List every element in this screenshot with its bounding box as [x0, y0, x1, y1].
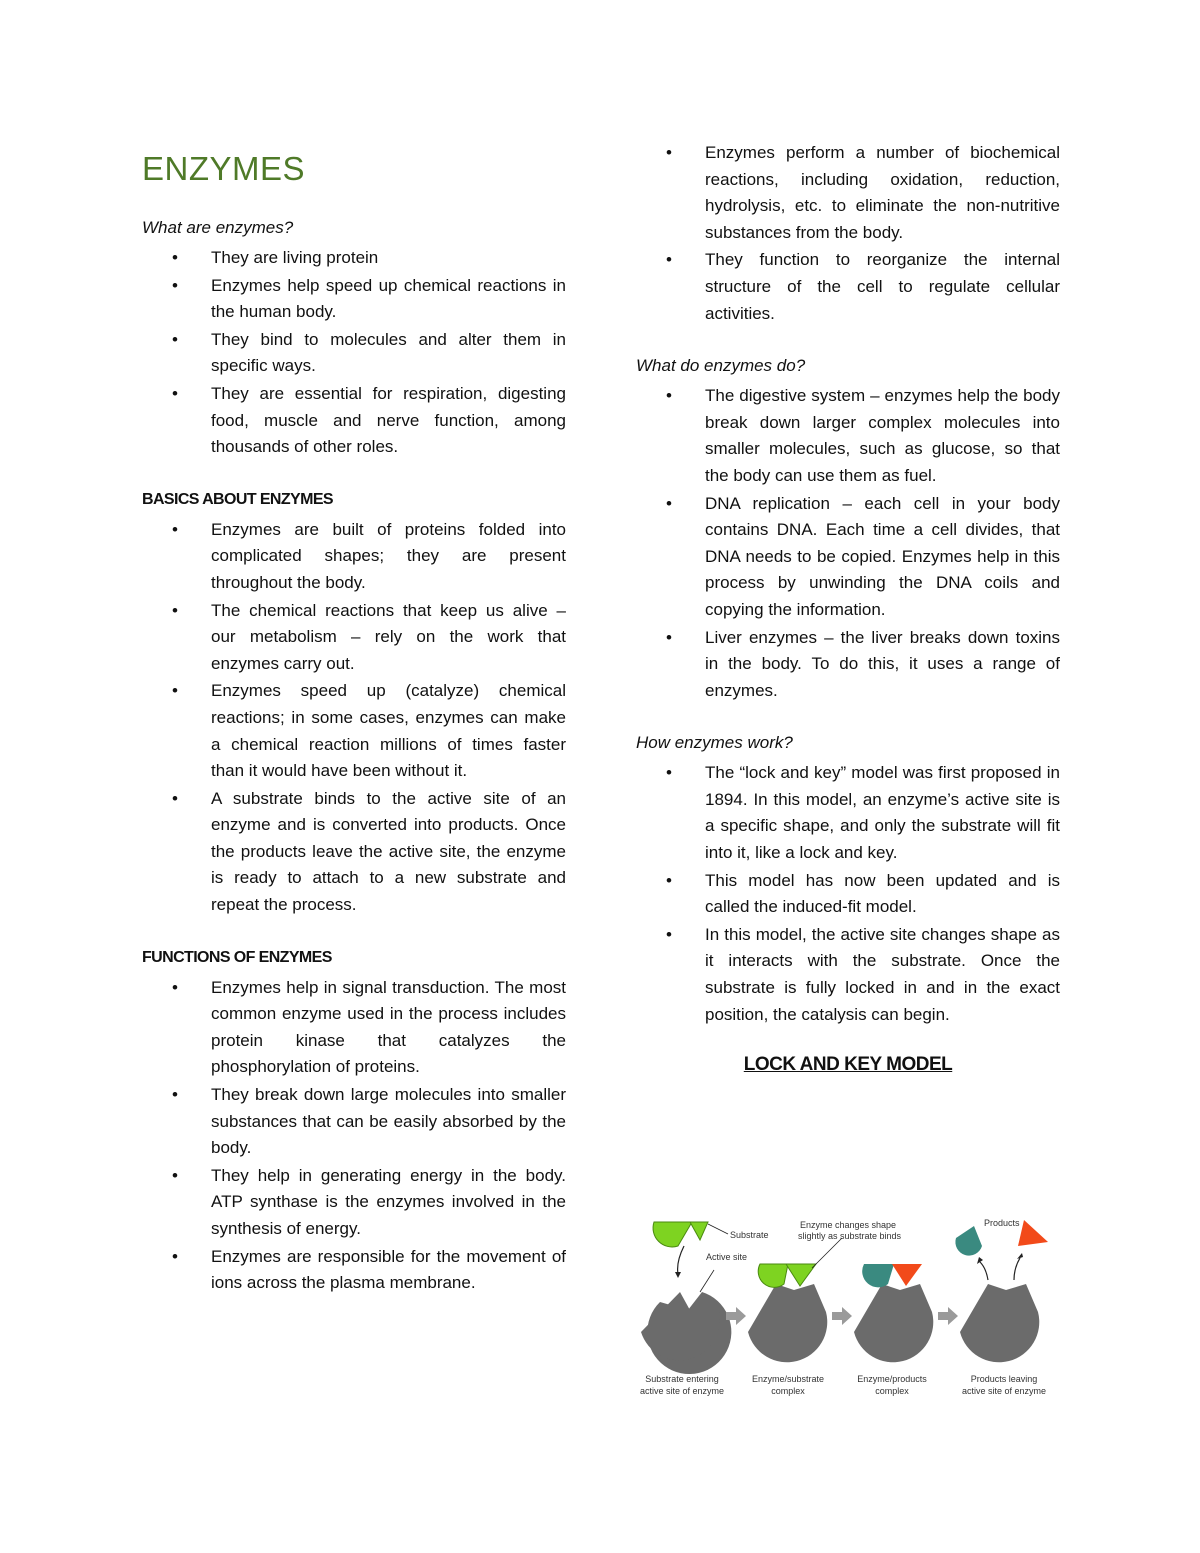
how-enzymes-work-list [636, 760, 1060, 1028]
caption-step2-a: Enzyme/substrate [751, 1374, 825, 1384]
basics-list [142, 517, 566, 919]
diagram-title: LOCK AND KEY MODEL [743, 1054, 953, 1076]
label-products: Products [984, 1218, 1020, 1228]
list-item: • Enzymes speed up (catalyze) chemical reactions; in some cases, enzymes can make a chemical reaction millions of times faster than it would have been without it. [142, 678, 566, 784]
caption-step4-a: Products leaving [970, 1374, 1038, 1384]
question-what-are-enzymes: What are enzymes? [142, 218, 294, 237]
list-item: • They function to reorganize the internal structure of the cell to regulate cellular activities. [636, 247, 1060, 327]
list-item: • The digestive system – enzymes help the body break down larger complex molecules into smaller molecules, such as glucose, so that the body can use them as fuel. [636, 383, 1060, 489]
list-item: • They bind to molecules and alter them in specific ways. [142, 327, 566, 380]
list-item: • The “lock and key” model was first proposed in 1894. In this model, an enzyme’s active site is a specific shape, and only the substrate will fit into it, like a lock and key. [636, 760, 1060, 866]
entry-arrowhead [675, 1272, 681, 1278]
list-item: • In this model, the active site changes shape as it interacts with the substrate. Once the substrate is fully locked in and in the exact position, the catalysis can begin. [636, 922, 1060, 1028]
substrate-shape [786, 1264, 816, 1286]
list-item: • Enzymes are built of proteins folded into complicated shapes; they are present throughout the body. [142, 517, 566, 597]
heading-basics: BASICS ABOUT ENZYMES [142, 490, 333, 508]
exit-arrowhead [977, 1257, 983, 1264]
enzyme-shape [748, 1284, 827, 1362]
list-item: • The chemical reactions that keep us alive – our metabolism – rely on the work that enzymes carry out. [142, 598, 566, 678]
step-arrow [938, 1307, 958, 1325]
list-item: • Enzymes perform a number of biochemical reactions, including oxidation, reduction, hydrolysis, etc. to eliminate the non-nutritive substances from the body. [636, 140, 1060, 246]
what-do-enzymes-do-list [636, 383, 1060, 704]
list-item: • They break down large molecules into smaller substances that can be easily absorbed by the body. [142, 1082, 566, 1162]
exit-arrow [1014, 1258, 1020, 1280]
list-item: • A substrate binds to the active site of an enzyme and is converted into products. Once the products leave the active site, the enzyme is ready to attach to a new substrate and repeat the process. [142, 786, 566, 919]
list-item: • Enzymes help in signal transduction. The most common enzyme used in the process includes protein kinase that catalyzes the phosphorylation of proteins. [142, 975, 566, 1081]
what-are-enzymes-list [142, 245, 566, 461]
step-arrow [832, 1307, 852, 1325]
label-active-site: Active site [706, 1252, 748, 1262]
substrate-shape [653, 1222, 692, 1247]
page-title: ENZYMES [142, 150, 306, 187]
pointer-line [812, 1238, 842, 1268]
substrate-shape [690, 1222, 708, 1240]
enzyme-shape [854, 1284, 933, 1362]
heading-functions: FUNCTIONS OF ENZYMES [142, 948, 332, 966]
enzyme-shape [960, 1284, 1039, 1362]
entry-arrow [678, 1246, 684, 1274]
caption-step3-a: Enzyme/products [857, 1374, 927, 1384]
question-what-do-enzymes-do: What do enzymes do? [636, 356, 806, 376]
list-item: • This model has now been updated and is called the induced-fit model. [636, 868, 1060, 921]
label-shape-change-2: slightly as substrate binds [798, 1231, 902, 1241]
product-shape [862, 1264, 894, 1287]
pointer-line [708, 1224, 728, 1234]
caption-step1-b: active site of enzyme [639, 1386, 725, 1396]
right-column [636, 140, 1060, 1100]
functions-continued-list [636, 140, 1060, 327]
label-substrate: Substrate [730, 1230, 769, 1240]
question-how-enzymes-work: How enzymes work? [636, 733, 793, 753]
exit-arrow [980, 1262, 988, 1280]
pointer-line [700, 1270, 714, 1292]
product-shape [1018, 1220, 1048, 1246]
caption-step3-b: complex [875, 1386, 909, 1396]
list-item: • Enzymes are responsible for the movement of ions across the plasma membrane. [142, 1244, 566, 1297]
left-column [142, 140, 566, 1323]
substrate-shape [758, 1264, 788, 1287]
list-item: • DNA replication – each cell in your body contains DNA. Each time a cell divides, that DNA needs to be copied. Enzymes help in this process by unwinding the DNA coils and copying the information. [636, 491, 1060, 624]
list-item: • They are essential for respiration, digesting food, muscle and nerve function, among thousands of other roles. [142, 381, 566, 461]
product-shape [955, 1226, 982, 1256]
caption-step2-b: complex [771, 1386, 805, 1396]
lock-and-key-diagram [636, 1212, 1060, 1408]
functions-list [142, 975, 566, 1297]
label-shape-change-1: Enzyme changes shape [800, 1220, 897, 1230]
list-item: • They are living protein [142, 245, 566, 272]
list-item: • They help in generating energy in the body. ATP synthase is the enzymes involved in the synthesis of energy. [142, 1163, 566, 1243]
caption-step1-a: Substrate entering [645, 1374, 719, 1384]
caption-step4-b: active site of enzyme [961, 1386, 1047, 1396]
list-item: • Liver enzymes – the liver breaks down toxins in the body. To do this, it uses a range of enzymes. [636, 625, 1060, 705]
list-item: • Enzymes help speed up chemical reactions in the human body. [142, 273, 566, 326]
product-shape [892, 1264, 922, 1286]
